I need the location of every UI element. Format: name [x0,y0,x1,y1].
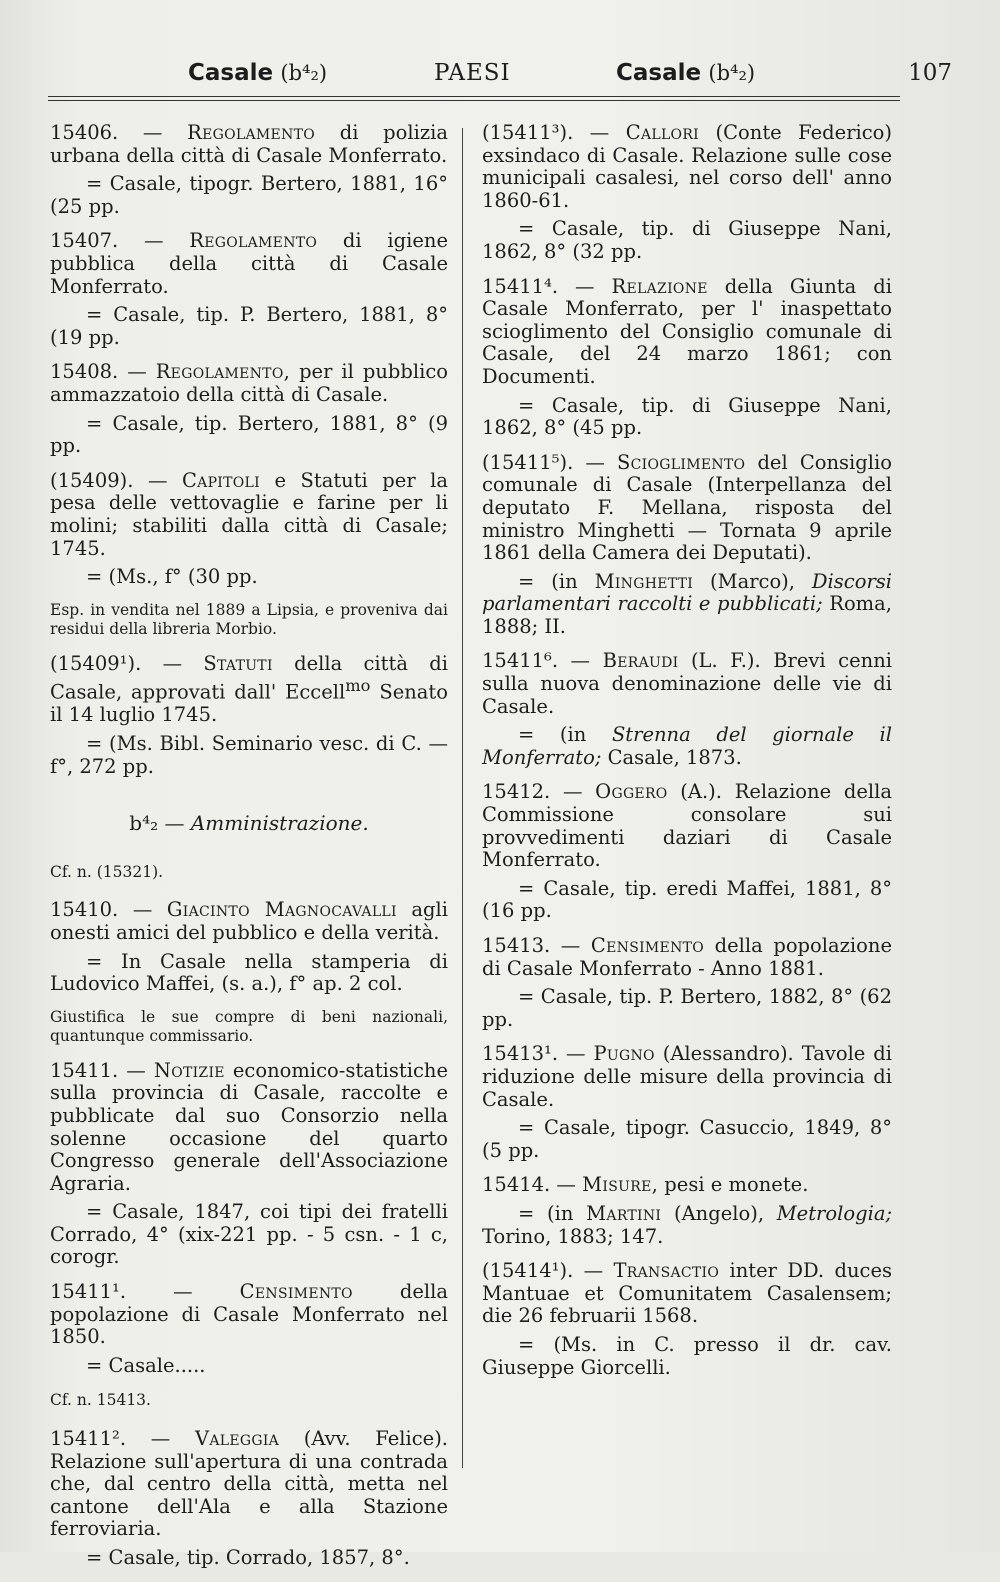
entry-text: (Avv. Felice). Relazione sull'apertura di una contrada che, dal centro della città, metta nel cantone dell'Ala e alla Stazione ferroviaria. [50,1427,448,1541]
imprint-suffix: Torino, 1883; 147. [482,1224,664,1248]
entry-number: 15406. — [50,121,163,144]
section-code: b⁴₂ — [129,811,185,836]
page-number: 107 [908,60,952,86]
header-rule-second [48,100,900,101]
entry-number: (15411³). — [482,121,610,144]
entry-imprint: = In Casale nella stamperia di Ludovico Maffei, (s. a.), f° ap. 2 col. [50,949,448,996]
entry-imprint [482,1203,892,1248]
entry-imprint: = (Ms. Bibl. Seminario vesc. di C. — f°, 272 pp. [50,731,448,778]
entry-text: della popolazione di Casale Monferrato nel 1850. [50,1280,448,1349]
entry-number: (15409). — [50,468,168,492]
entry-text: (Conte Federico) exsindaco di Casale. Relazione sulle cose municipali casalesi, nel corso dell' anno 1860-61. [482,121,893,212]
column-separator [462,128,463,1468]
entry-keyword: Scioglimento [617,450,746,474]
entry-number: (15409¹). — [50,651,183,675]
entry-keyword: Regolamento [187,121,316,144]
header-center: PAESI [434,60,511,86]
entry-15414 [482,1174,892,1248]
entry-number: (15414¹). — [482,1259,604,1283]
entry-note: Esp. in vendita nel 1889 a Lipsia, e proveniva dai residui della libreria Morbio. [50,600,448,638]
running-header [48,60,952,100]
entry-number: 15413¹. — [482,1042,586,1066]
entry-superscript: mo [345,676,371,696]
entry-15413 [482,935,892,1031]
entry-15410 [50,899,448,995]
entry-imprint: = Casale, tipogr. Bertero, 1881, 16° (25 pp. [50,172,448,218]
entry-imprint: = Casale, tip. eredi Maffei, 1881, 8° (16 pp. [482,876,892,923]
imprint-prefix: = (in [518,569,595,593]
entry-imprint: = (Ms., f° (30 pp. [86,565,258,589]
entry-keyword: Censimento [239,1280,353,1304]
entry-15411-6 [482,650,892,769]
entry-imprint: = Casale, tip. di Giuseppe Nani, 1862, 8° (45 pp. [482,393,892,440]
entry-text: di igiene pubblica della città di Casale Monferrato. [50,229,448,298]
entry-keyword: Misure, [582,1173,659,1197]
imprint-text: (Angelo), [661,1201,777,1225]
entry-keyword: Regolamento [189,229,318,253]
entry-imprint: = (Ms. in C. presso il dr. cav. Giuseppe Giorcelli. [482,1332,892,1379]
entry-keyword: Capitoli [181,468,260,492]
entry-15411 [50,1060,448,1269]
entry-keyword: Beraudi [602,649,679,673]
entry-text: (L. F.). Brevi cenni sulla nuova denominazione delle vie di Casale. [482,649,892,718]
section-title: Amministrazione. [190,811,369,836]
entry-keyword: Statuti [203,651,273,675]
entry-15411-1 [50,1281,448,1377]
entry-number: 15411⁴. — [482,274,595,298]
entry-15406 [50,122,448,218]
header-right-sub: (b⁴₂) [708,61,756,85]
entry-15407 [50,230,448,349]
entry-text: per il pubblico ammazzatoio della città di Casale. [50,360,448,406]
entry-number: 15408. — [50,360,147,384]
entry-keyword: Censimento [590,934,705,957]
header-left-word: Casale [188,60,274,86]
entry-keyword: Regolamento, [155,360,291,384]
entry-keyword: Callori [625,121,700,144]
imprint-text: (Marco), [693,569,812,593]
section-heading [50,812,448,835]
entry-15412 [482,781,892,923]
entry-imprint: = Casale, tip. Corrado, 1857, 8°. [86,1546,410,1569]
entry-imprint: = Casale, 1847, coi tipi dei fratelli Corrado, 4° (xix-221 pp. - 5 csn. - 1 c, corogr. [50,1200,448,1269]
entry-15408 [50,361,448,457]
entry-text: agli onesti amici del pubblico e della verità. [50,898,449,944]
entry-text: (A.). Relazione della Commissione consolare sui provvedimenti daziari di Casale Monferrato. [482,780,892,872]
entry-15414-1 [482,1260,892,1379]
header-left-sub: (b⁴₂) [280,61,328,85]
entry-15413-1 [482,1043,892,1162]
entry-text: inter DD. duces Mantuae et Comunitatem Casalensem; die 26 februarii 1568. [482,1259,892,1328]
imprint-title: Discorsi parlamentari raccolti e pubblicati; [482,569,893,616]
header-left [188,60,327,86]
cross-reference: Cf. n. (15321). [50,862,164,881]
entry-15411-5 [482,452,892,639]
entry-number: 15411². — [50,1427,171,1451]
entry-text: pesi e monete. [658,1173,809,1197]
entry-keyword: Notizie [153,1058,225,1082]
entry-imprint: = Casale, tip. P. Bertero, 1881, 8° (19 pp. [50,303,448,349]
entry-text: economico-statistiche sulla provincia di Casale, raccolte e pubblicate dal suo Consorzio nella solenne occasione del quarto Congresso generale dell'Associazione Agraria. [50,1058,448,1195]
header-right [616,60,755,86]
entry-text: della popolazione di Casale Monferrato - Anno 1881. [482,934,892,980]
entry-keyword: Relazione [611,274,708,298]
entry-text: di polizia urbana della città di Casale Monferrato. [50,121,448,167]
entry-note: Giustifica le sue compre di beni nazionali, quantunque commissario. [50,1007,448,1045]
entry-15411-2 [50,1428,448,1570]
entry-text: (Alessandro). Tavole di riduzione delle misure della provincia di Casale. [482,1042,893,1111]
imprint-author: Minghetti [594,569,694,593]
entry-number: 15411. — [50,1058,146,1082]
entry-15409 [50,470,448,589]
imprint-prefix: = (in [518,1201,587,1225]
entry-number: 15413. — [482,934,581,957]
entry-keyword: Giacinto Magnocavalli [166,898,397,922]
entry-number: 15411¹. — [50,1280,193,1304]
header-rule [48,96,900,97]
entry-15411-3 [482,122,892,264]
right-column [482,122,892,1391]
entry-imprint: = Casale, tip. di Giuseppe Nani, 1862, 8° (32 pp. [482,217,892,263]
imprint-author: Martini [586,1201,662,1225]
imprint-suffix: Roma, 1888; II. [482,592,893,638]
entry-keyword: Oggero [595,780,668,804]
entry-imprint: = Casale, tipogr. Casuccio, 1849, 8° (5 pp. [482,1116,892,1162]
entry-imprint: = Casale, tip. Bertero, 1881, 8° (9 pp. [50,411,448,458]
entry-15411-4 [482,276,892,440]
imprint-title: Strenna del giornale il Monferrato; [482,723,892,769]
entry-imprint: = Casale..... [86,1353,206,1377]
entry-text-cont: Senato il 14 luglio 1745. [50,680,449,727]
entry-imprint [482,724,892,769]
left-column [50,122,448,1582]
entry-15409-1 [50,653,448,778]
entry-imprint [482,571,892,639]
entry-keyword: Pugno [593,1042,655,1066]
entry-imprint: = Casale, tip. P. Bertero, 1882, 8° (62 pp. [482,985,892,1031]
entry-keyword: Transactio [613,1259,720,1283]
entry-keyword: Valeggia [194,1427,280,1451]
header-right-word: Casale [616,60,702,86]
imprint-title: Metrologia; [776,1201,893,1225]
entry-text: e Statuti per la pesa delle vettovaglie e farine per li molini; stabiliti dalla città di Casale; 1745. [50,468,448,560]
entry-number: 15410. — [50,898,153,922]
entry-text: della città di Casale, approvati dall' Eccell [50,651,448,704]
imprint-prefix: = (in [518,723,612,747]
entry-number: (15411⁵). — [482,450,605,474]
imprint-suffix: Casale, 1873. [601,745,742,769]
cross-reference: Cf. n. 15413. [50,1391,151,1410]
entry-number: 15407. — [50,229,164,253]
entry-number: 15414. — [482,1173,576,1197]
entry-text: del Consiglio comunale di Casale (Interpellanza del deputato F. Mellana, risposta del ministro Minghetti — Tornata 9 aprile 1861 della Camera dei Deputati). [482,450,892,565]
entry-text: della Giunta di Casale Monferrato, per l' inaspettato scioglimento del Consiglio comunale di Casale, del 24 marzo 1861; con Documenti. [482,274,892,388]
entry-number: 15411⁶. — [482,649,591,673]
entry-number: 15412. — [482,780,583,804]
